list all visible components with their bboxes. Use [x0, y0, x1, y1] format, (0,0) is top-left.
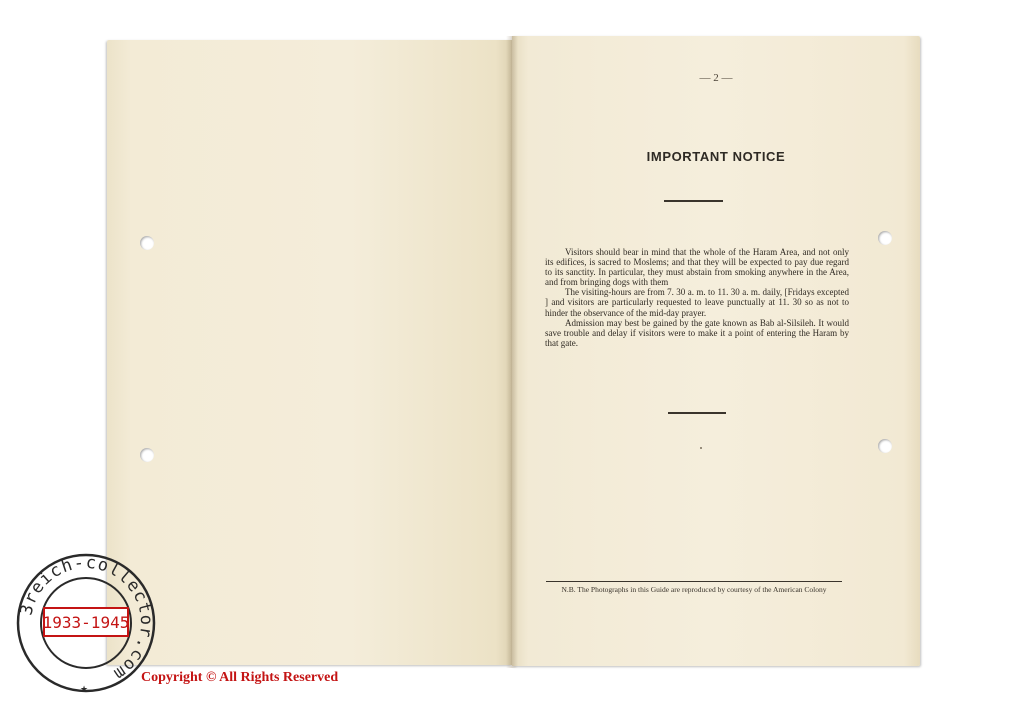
punch-hole-bottom-right [878, 439, 892, 453]
stamp-years: 1933-1945 [42, 613, 130, 632]
title-divider-bottom [668, 412, 726, 414]
stamp-ring-text: 3reich-collector.com [16, 552, 157, 685]
title-divider-top [664, 200, 723, 202]
right-page [512, 36, 920, 666]
footnote: N.B. The Photographs in this Guide are reproduced by courtesy of the American Colony [546, 581, 842, 594]
notice-body [545, 247, 849, 348]
open-booklet [107, 36, 919, 669]
book-spine [506, 36, 518, 668]
stamp-star-icon: ★ [79, 684, 89, 694]
left-page-blank [107, 40, 512, 665]
notice-paragraph: The visiting-hours are from 7. 30 a. m. to 11. 30 a. m. daily, [Fridays excepted ] and visitors are particularly requested to leave punctually at 11. 30 so as not to hinder the observance of the mid-day prayer. [545, 287, 849, 318]
paper-speck [700, 447, 702, 449]
punch-hole-top-left [140, 236, 154, 250]
page-number: — 2 — [699, 72, 733, 84]
notice-paragraph: Admission may best be gained by the gate known as Bab al-Silsileh. It would save trouble and delay if visitors were to make it a point of entering the Haram by that gate. [545, 317, 849, 348]
notice-title: IMPORTANT NOTICE [646, 149, 786, 164]
collector-stamp-logo [14, 551, 158, 695]
notice-paragraph: Visitors should bear in mind that the whole of the Haram Area, and not only its edifices, is sacred to Moslems; and that they will be expected to pay due regard to its sanctity. In particular, they must abstain from smoking anywhere in the Area, and from bringing dogs with them [545, 247, 849, 288]
punch-hole-top-right [878, 231, 892, 245]
punch-hole-bottom-left [140, 448, 154, 462]
copyright-notice: Copyright © All Rights Reserved [141, 670, 339, 685]
